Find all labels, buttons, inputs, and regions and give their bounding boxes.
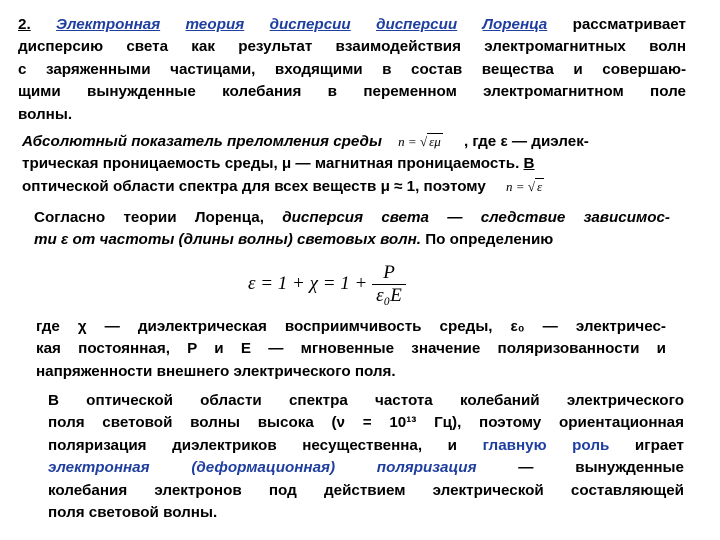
definitions-line-3: напряженности внешнего электрического поля. — [36, 362, 396, 380]
title-word: дисперсии — [376, 16, 458, 33]
formula-n-sqrt-eps: n = √ ε — [506, 178, 543, 194]
optical-line-5: колебания электронов под действием электрической составляющей — [48, 481, 684, 499]
definitions-line-2: кая постоянная, P и E — мгновенные значение поляризованности и — [36, 340, 666, 358]
title-word: дисперсии — [269, 16, 351, 33]
lorentz-line-2: ти ε от частоты (длины волны) световых волн. По определению — [34, 231, 554, 249]
title-word: Лоренца — [482, 16, 548, 33]
title-word: Электронная — [56, 16, 161, 33]
intro-line-1 — [18, 14, 686, 36]
section-number: 2. — [18, 16, 31, 33]
optical-line-2: поля световой волны высока (ν = 10¹³ Гц), поэтому ориентационная — [48, 414, 684, 432]
title-word: теория — [185, 16, 245, 33]
formula-epsilon-definition: ε = 1 + χ = 1 + $\frac{P}{\text{ε₀E}}$ — [248, 262, 406, 307]
paragraph-intro — [18, 14, 686, 126]
formula-denominator: ε₀E — [376, 285, 402, 306]
refraction-line-2: трическая проницаемость среды, μ — магнитная проницаемость. В — [22, 155, 535, 173]
intro-line-2: дисперсию света как результат взаимодействия электромагнитных волн — [18, 38, 686, 56]
refraction-line-3: оптической области спектра для всех веществ μ ≈ 1, поэтому n = √ ε — [22, 177, 543, 195]
optical-line-4: электронная (деформационная) поляризация — вынужденные — [48, 459, 684, 477]
formula-n-sqrt-eps-mu: n = √ εμ — [398, 134, 441, 149]
intro-line-5: волны. — [18, 105, 73, 123]
lorentz-line-1: Согласно теории Лоренца, дисперсия света — следствие зависимос- — [34, 209, 670, 226]
intro-line-1-rest: рассматривает — [572, 16, 686, 33]
paragraph-definitions — [36, 316, 666, 383]
paragraph-lorentz — [34, 207, 670, 252]
refraction-line-1 — [22, 131, 686, 153]
paragraph-optical — [48, 390, 684, 524]
optical-line-3: поляризация диэлектриков несущественна, и главную роль играет — [48, 436, 684, 454]
intro-line-3: с заряженными частицами, входящими в состав вещества и совершаю- — [18, 60, 686, 78]
paragraph-refraction — [22, 131, 686, 198]
optical-line-1: В оптической области спектра частота колебаний электрического — [48, 392, 684, 409]
definitions-line-1: где χ — диэлектрическая восприимчивость среды, ε₀ — электричес- — [36, 318, 666, 335]
formula-numerator: P — [372, 262, 406, 285]
refraction-label: Абсолютный показатель преломления среды — [22, 133, 382, 150]
intro-line-4: щими вынужденные колебания в переменном электромагнитном поле — [18, 83, 686, 101]
optical-line-6: поля световой волны. — [48, 504, 218, 522]
refraction-after: , где ε — диэлек- — [463, 133, 589, 150]
